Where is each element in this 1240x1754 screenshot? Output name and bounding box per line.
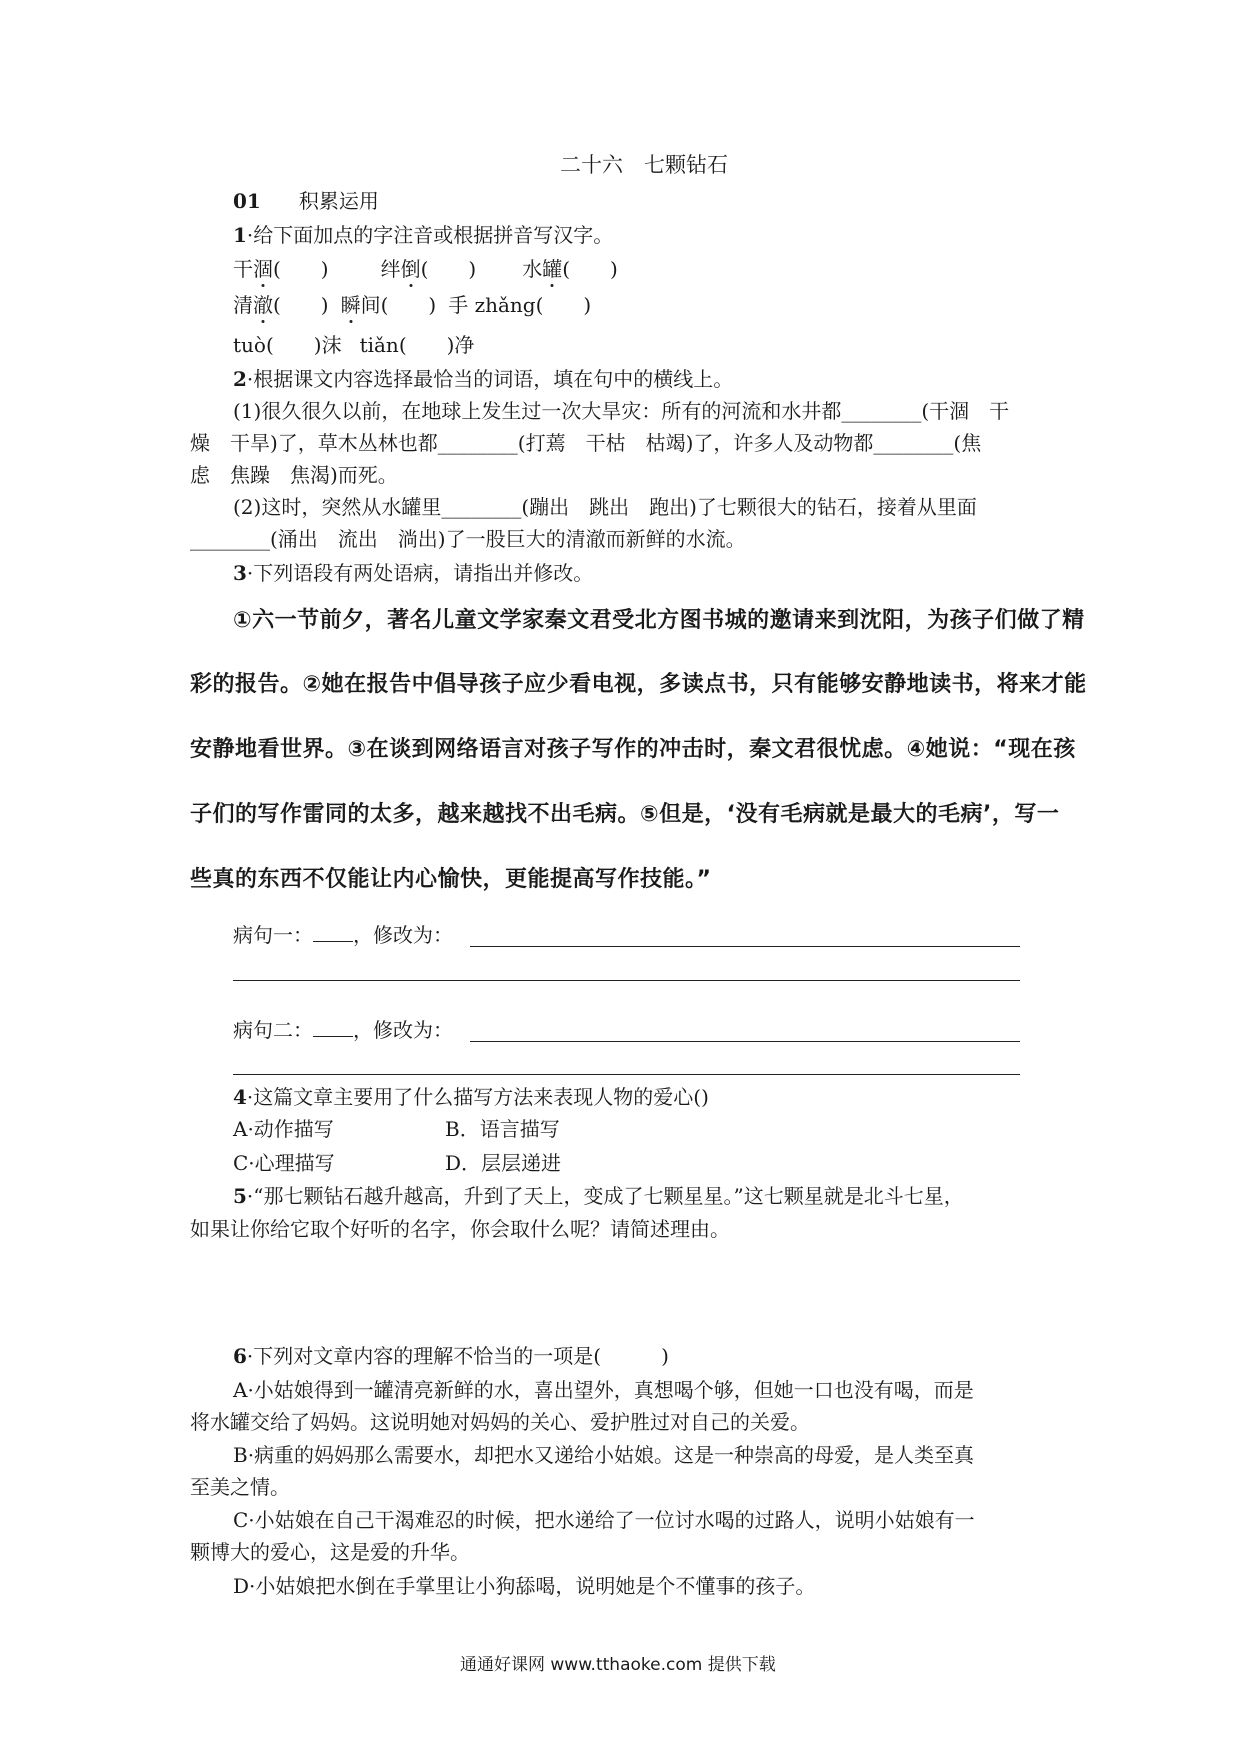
q4-option-b[interactable]: B．语言描写: [445, 1117, 560, 1141]
question-6-stem: [233, 1343, 669, 1369]
q4-options-row-2: [233, 1150, 561, 1176]
q1-item-tuomo: tuò( )沫: [233, 333, 342, 357]
q6-option-b-line-2: 至美之情。: [190, 1475, 290, 1499]
q1-item-ganhe: 干涸( ): [233, 257, 329, 281]
q1-item-qingche: 清澈( ): [233, 293, 329, 317]
q1-item-shouzhang: 手 zhǎng( ): [448, 293, 592, 317]
question-5-line-2: 如果让你给它取个好听的名字，你会取什么呢？请简述理由。: [190, 1217, 730, 1241]
q2-paragraph-1-line-1: (1)很久很久以前，在地球上发生过一次大旱灾：所有的河流和水井都________(干涸 干: [233, 399, 1010, 423]
q3-sentence-2-label: 病句二： ，修改为：: [233, 1018, 453, 1042]
q1-item-tianjing: tiǎn( )净: [359, 333, 475, 357]
question-4-stem: [233, 1084, 709, 1110]
question-number: 5: [233, 1184, 247, 1208]
question-3-stem: [233, 560, 593, 586]
q1-item-shuiguan: 水罐( ): [522, 257, 618, 281]
q4-option-d[interactable]: D．层层递进: [445, 1151, 562, 1175]
question-number: 1: [233, 223, 247, 247]
q6-option-c-line-1[interactable]: C·小姑娘在自己干渴难忍的时候，把水递给了一位讨水喝的过路人，说明小姑娘有一: [233, 1508, 975, 1532]
question-text: ·“那七颗钻石越升越高，升到了天上，变成了七颗星星。”这七颗星就是北斗七星，: [246, 1184, 964, 1208]
question-number: 6: [233, 1344, 247, 1368]
q1-row-2: [233, 292, 591, 318]
question-2-stem: [233, 366, 733, 392]
q3-passage-line-2: 彩的报告。②她在报告中倡导孩子应少看电视，多读点书，只有能够安静地读书，将来才能: [190, 672, 1087, 697]
page-title: 二十六 七颗钻石: [560, 153, 728, 177]
section-name: 积累运用: [298, 189, 379, 213]
q1-item-bandao: 绊倒( ): [380, 257, 477, 281]
page-footer: 通通好课网 www.tthaoke.com 提供下载: [460, 1655, 776, 1675]
q4-option-a[interactable]: A·动作描写: [233, 1117, 334, 1141]
question-number: 2: [233, 367, 247, 391]
question-text: ·下列语段有两处语病，请指出并修改。: [246, 561, 594, 585]
question-text: ·根据课文内容选择最恰当的词语，填在句中的横线上。: [246, 367, 734, 391]
q1-row-3: [233, 332, 474, 358]
question-5-line-1: [233, 1183, 964, 1209]
q6-option-d-line-1[interactable]: D·小姑娘把水倒在手掌里让小狗舔喝，说明她是个不懂事的孩子。: [233, 1574, 816, 1598]
question-number: 3: [233, 561, 247, 585]
q1-item-shunjian: 瞬间( ): [340, 293, 437, 317]
section-number: 01: [233, 189, 261, 213]
q3-answer-line-1[interactable]: [470, 946, 1020, 947]
q1-row-1: [233, 256, 618, 282]
q4-option-c[interactable]: C·心理描写: [233, 1151, 335, 1175]
section-heading: [233, 188, 379, 214]
q3-passage-line-4: 子们的写作雷同的太多，越来越找不出毛病。⑤但是，‘没有毛病就是最大的毛病’，写一: [190, 802, 1060, 827]
question-number: 4: [233, 1085, 247, 1109]
q2-paragraph-1-line-2: 燥 干旱)了，草木丛林也都________(打蔫 干枯 枯竭)了，许多人及动物都________(焦: [190, 431, 982, 455]
q3-sentence-1-label: 病句一： ，修改为：: [233, 923, 453, 947]
q2-paragraph-2-line-2: ________(涌出 流出 淌出)了一股巨大的清澈而新鲜的水流。: [190, 527, 746, 551]
q6-option-a-line-1[interactable]: A·小姑娘得到一罐清亮新鲜的水，喜出望外，真想喝个够，但她一口也没有喝，而是: [233, 1378, 974, 1402]
question-1-stem: [233, 222, 613, 248]
q3-answer-line-3[interactable]: [470, 1041, 1020, 1042]
q6-option-c-line-2: 颗博大的爱心，这是爱的升华。: [190, 1540, 470, 1564]
q3-passage-line-5: 些真的东西不仅能让内心愉快，更能提高写作技能。”: [190, 867, 712, 892]
question-text: ·这篇文章主要用了什么描写方法来表现人物的爱心(): [246, 1085, 709, 1109]
q3-passage-line-1: ①六一节前夕，著名儿童文学家秦文君受北方图书城的邀请来到沈阳，为孩子们做了精: [233, 608, 1085, 633]
question-text: ·给下面加点的字注音或根据拼音写汉字。: [246, 223, 614, 247]
q3-answer-line-2[interactable]: [233, 980, 1020, 981]
q2-paragraph-2-line-1: (2)这时，突然从水罐里________(蹦出 跳出 跑出)了七颗很大的钻石，接着从里面: [233, 495, 977, 519]
q4-options-row-1: [233, 1116, 560, 1142]
q2-paragraph-1-line-3: 虑 焦躁 焦渴)而死。: [190, 463, 398, 487]
q3-passage-line-3: 安静地看世界。③在谈到网络语言对孩子写作的冲击时，秦文君很忧虑。④她说：“现在孩: [190, 737, 1076, 762]
q6-option-a-line-2: 将水罐交给了妈妈。这说明她对妈妈的关心、爱护胜过对自己的关爱。: [190, 1410, 810, 1434]
q6-option-b-line-1[interactable]: B·病重的妈妈那么需要水，却把水又递给小姑娘。这是一种崇高的母爱，是人类至真: [233, 1443, 975, 1467]
q3-answer-line-4[interactable]: [233, 1074, 1020, 1075]
question-text: ·下列对文章内容的理解不恰当的一项是( ): [246, 1344, 669, 1368]
